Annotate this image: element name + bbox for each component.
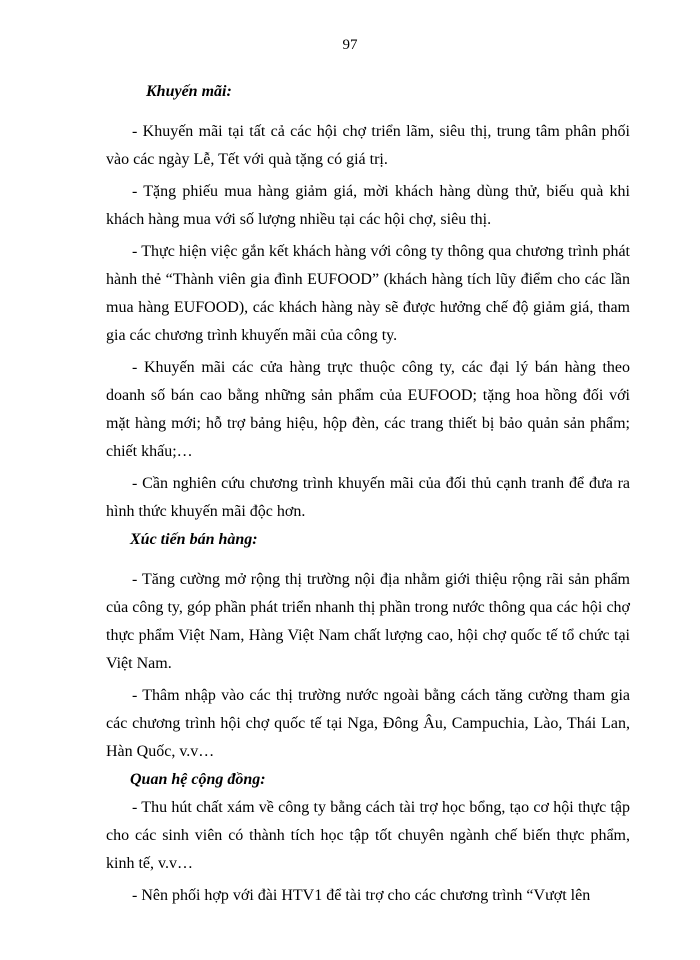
document-body — [106, 78, 630, 910]
heading-khuyen-mai — [146, 78, 630, 106]
page-number: 97 — [342, 37, 358, 53]
paragraph: - Khuyến mãi các cửa hàng trực thuộc công ty, các đại lý bán hàng theo doanh số bán cao bằng những sản phẩm của EUFOOD; tặng hoa hồng đối với mặt hàng mới; hỗ trợ bảng hiệu, hộp đèn, các trang thiết bị bảo quản sản phẩm; chiết khấu;… — [106, 359, 630, 460]
paragraph: - Thu hút chất xám về công ty bằng cách tài trợ học bổng, tạo cơ hội thực tập cho các sinh viên có thành tích học tập tốt chuyên ngành chế biến thực phẩm, kinh tế, v.v… — [106, 799, 630, 872]
heading-title: Xúc tiến bán hàng — [130, 531, 253, 548]
heading-title: Khuyến mãi — [146, 83, 227, 100]
paragraph: - Khuyến mãi tại tất cả các hội chợ triển lãm, siêu thị, trung tâm phân phối vào các ngày Lễ, Tết với quà tặng có giá trị. — [106, 123, 630, 168]
heading-title: Quan hệ cộng đồng — [130, 771, 261, 788]
paragraph: - Nên phối hợp với đài HTV1 để tài trợ cho các chương trình “Vượt lên — [132, 887, 591, 904]
paragraph: - Tặng phiếu mua hàng giảm giá, mời khách hàng dùng thử, biếu quà khi khách hàng mua với số lượng nhiều tại các hội chợ, siêu thị. — [106, 183, 630, 228]
paragraph: - Thâm nhập vào các thị trường nước ngoài bằng cách tăng cường tham gia các chương trình hội chợ quốc tế tại Nga, Đông Âu, Campuchia, Lào, Thái Lan, Hàn Quốc, v.v… — [106, 687, 630, 760]
paragraph: - Tăng cường mở rộng thị trường nội địa nhằm giới thiệu rộng rãi sản phẩm của công ty, góp phần phát triển nhanh thị phần trong nước thông qua các hội chợ thực phẩm Việt Nam, Hàng Việt Nam chất lượng cao, hội chợ quốc tế tổ chức tại Việt Nam. — [106, 571, 630, 672]
heading-colon: : — [252, 531, 258, 548]
heading-quan-he — [130, 766, 630, 794]
paragraph: - Thực hiện việc gắn kết khách hàng với công ty thông qua chương trình phát hành thẻ “Thành viên gia đình EUFOOD” (khách hàng tích lũy điểm cho các lần mua hàng EUFOOD), các khách hàng này sẽ được hưởng chế độ giảm giá, tham gia các chương trình khuyến mãi của công ty. — [106, 243, 630, 344]
heading-xuc-tien — [130, 526, 630, 554]
heading-colon: : — [260, 771, 266, 788]
heading-colon: : — [226, 83, 232, 100]
paragraph: - Cần nghiên cứu chương trình khuyến mãi của đối thủ cạnh tranh để đưa ra hình thức khuyến mãi độc hơn. — [106, 475, 630, 520]
